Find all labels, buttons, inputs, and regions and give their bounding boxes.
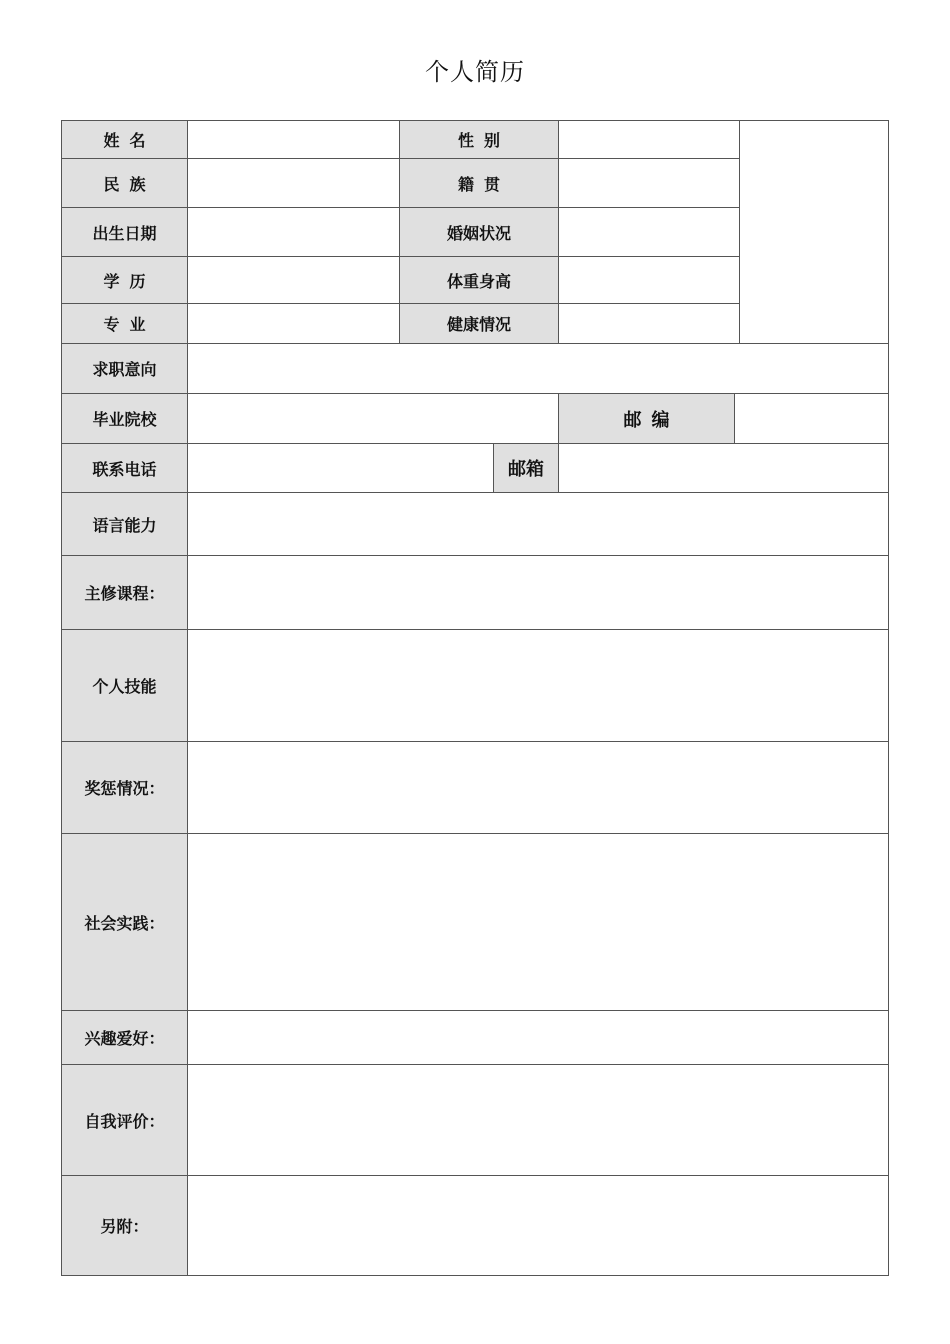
major-label: 专业 — [61, 303, 188, 344]
postcode-field[interactable] — [734, 393, 889, 444]
school-field[interactable] — [187, 393, 559, 444]
native-place-label: 籍贯 — [399, 158, 559, 208]
hobbies-label: 兴趣爱好： — [61, 1010, 188, 1065]
languages-label: 语言能力 — [61, 492, 188, 556]
self-evaluation-label: 自我评价： — [61, 1064, 188, 1176]
awards-label: 奖惩情况： — [61, 741, 188, 834]
hobbies-field[interactable] — [187, 1010, 889, 1065]
languages-field[interactable] — [187, 492, 889, 556]
email-label: 邮箱 — [493, 443, 559, 493]
postcode-label: 邮编 — [558, 393, 735, 444]
courses-label: 主修课程： — [61, 555, 188, 630]
marital-status-label: 婚姻状况 — [399, 207, 559, 257]
job-intention-field[interactable] — [187, 343, 889, 394]
birth-date-label: 出生日期 — [61, 207, 188, 257]
gender-field[interactable] — [558, 120, 740, 159]
name-label: 姓名 — [61, 120, 188, 159]
courses-field[interactable] — [187, 555, 889, 630]
photo-area[interactable] — [739, 120, 889, 344]
height-weight-label: 体重身高 — [399, 256, 559, 304]
skills-label: 个人技能 — [61, 629, 188, 742]
awards-field[interactable] — [187, 741, 889, 834]
gender-label: 性别 — [399, 120, 559, 159]
appendix-label: 另附： — [61, 1175, 188, 1276]
practice-field[interactable] — [187, 833, 889, 1011]
self-evaluation-field[interactable] — [187, 1064, 889, 1176]
phone-label: 联系电话 — [61, 443, 188, 493]
ethnicity-label: 民族 — [61, 158, 188, 208]
name-field[interactable] — [187, 120, 400, 159]
phone-field[interactable] — [187, 443, 494, 493]
health-field[interactable] — [558, 303, 740, 344]
job-intention-label: 求职意向 — [61, 343, 188, 394]
education-field[interactable] — [187, 256, 400, 304]
email-field[interactable] — [558, 443, 889, 493]
birth-date-field[interactable] — [187, 207, 400, 257]
resume-title: 个人简历 — [425, 58, 525, 86]
health-label: 健康情况 — [399, 303, 559, 344]
appendix-field[interactable] — [187, 1175, 889, 1276]
native-place-field[interactable] — [558, 158, 740, 208]
education-label: 学历 — [61, 256, 188, 304]
practice-label: 社会实践： — [61, 833, 188, 1011]
skills-field[interactable] — [187, 629, 889, 742]
major-field[interactable] — [187, 303, 400, 344]
ethnicity-field[interactable] — [187, 158, 400, 208]
school-label: 毕业院校 — [61, 393, 188, 444]
height-weight-field[interactable] — [558, 256, 740, 304]
marital-status-field[interactable] — [558, 207, 740, 257]
